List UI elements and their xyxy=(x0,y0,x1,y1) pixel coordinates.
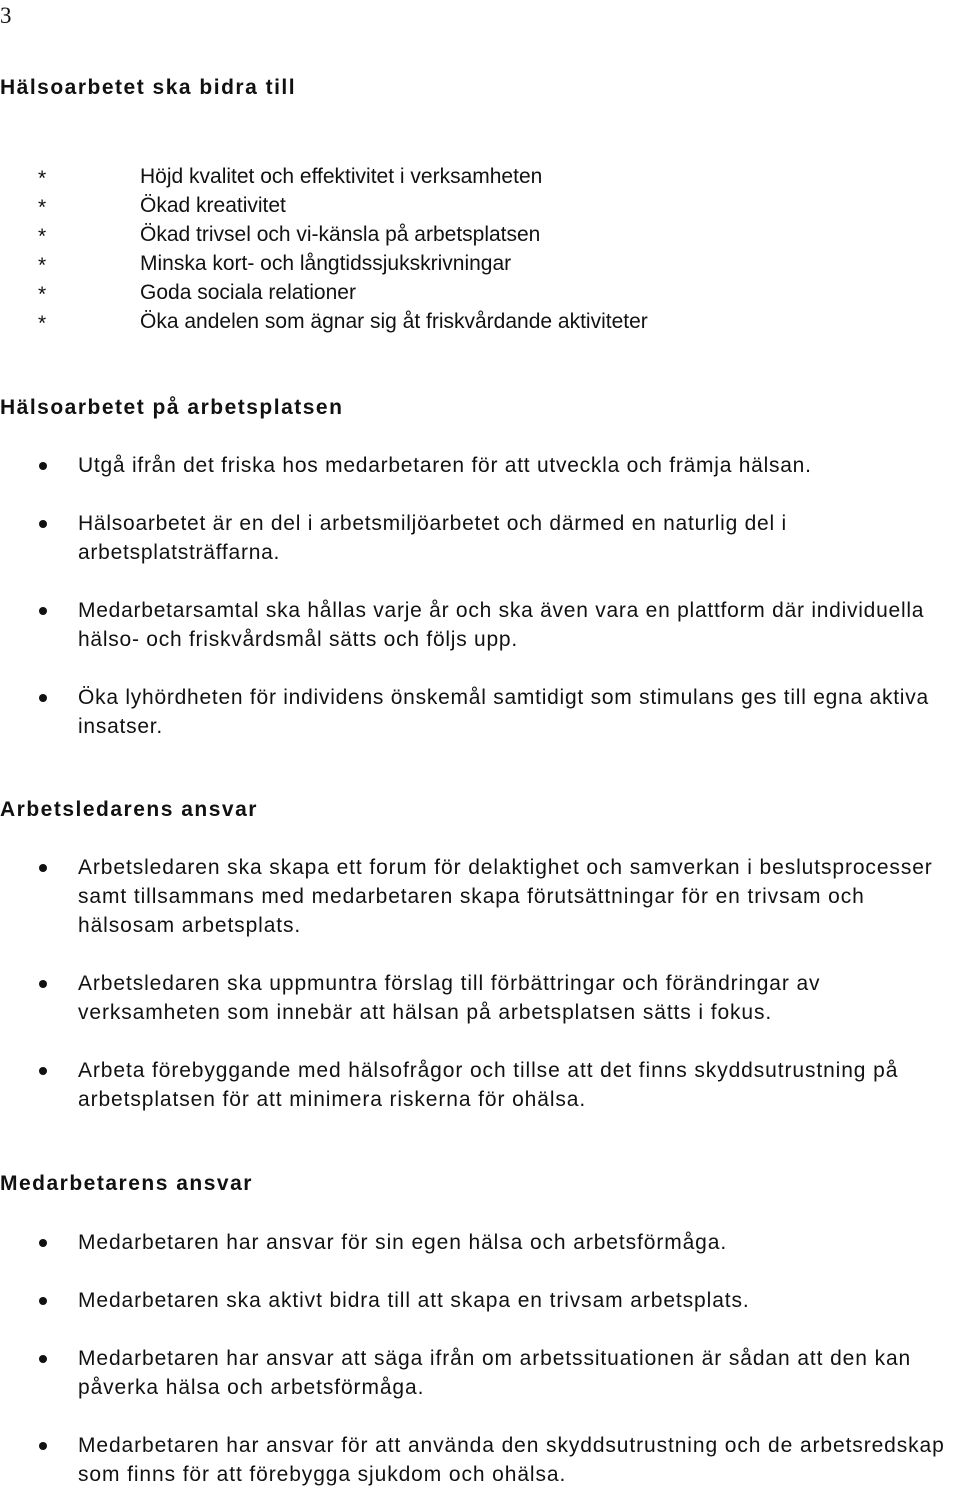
bullet-icon xyxy=(39,864,47,872)
bullet-icon xyxy=(39,1355,47,1363)
heading-manager-responsibility: Arbetsledarens ansvar xyxy=(0,798,258,821)
list-item-text: Höjd kvalitet och effektivitet i verksamheten xyxy=(140,165,543,188)
bullet-icon xyxy=(39,1239,47,1247)
list-item-text: Ökad trivsel och vi-känsla på arbetsplatsen xyxy=(140,223,541,246)
list-item-text: Utgå ifrån det friska hos medarbetaren för att utveckla och främja hälsan. xyxy=(78,454,812,477)
list-item xyxy=(0,509,960,567)
list-item-text: Medarbetaren har ansvar för att använda den skyddsutrustning och de arbetsredskap som finns för att förebygga sjukdom och ohälsa. xyxy=(78,1434,945,1486)
asterisk-marker: * xyxy=(38,225,47,248)
list-item xyxy=(0,1286,960,1315)
list-item xyxy=(0,596,960,654)
list-item-text: Arbeta förebyggande med hälsofrågor och tillse att det finns skyddsutrustning på arbetsplatsen för att minimera riskerna för ohälsa. xyxy=(78,1059,899,1111)
bullet-icon xyxy=(39,462,47,470)
list-item-text: Goda sociala relationer xyxy=(140,281,356,304)
heading-employee-responsibility: Medarbetarens ansvar xyxy=(0,1172,253,1195)
bullet-icon xyxy=(39,694,47,702)
heading-workplace-health: Hälsoarbetet på arbetsplatsen xyxy=(0,396,344,419)
manager-responsibility-list xyxy=(0,853,960,1114)
page-number: 3 xyxy=(0,3,12,28)
bullet-icon xyxy=(39,1297,47,1305)
heading-health-goals: Hälsoarbetet ska bidra till xyxy=(0,76,297,99)
asterisk-marker: * xyxy=(38,312,47,335)
list-item xyxy=(0,853,960,940)
list-item xyxy=(0,451,960,480)
asterisk-marker: * xyxy=(38,167,47,190)
list-item xyxy=(0,1056,960,1114)
list-item-text: Arbetsledaren ska uppmuntra förslag till förbättringar och förändringar av verksamheten som innebär att hälsan på arbetsplatsen sätts i fokus. xyxy=(78,972,821,1024)
list-item-text: Hälsoarbetet är en del i arbetsmiljöarbetet och därmed en naturlig del i arbetsplatsträffarna. xyxy=(78,512,787,564)
bullet-icon xyxy=(39,980,47,988)
list-item xyxy=(0,1431,960,1489)
list-item-text: Öka lyhördheten för individens önskemål samtidigt som stimulans ges till egna aktiva insatser. xyxy=(78,686,929,738)
bullet-icon xyxy=(39,1442,47,1450)
employee-responsibility-list xyxy=(0,1228,960,1489)
list-item-text: Medarbetaren ska aktivt bidra till att skapa en trivsam arbetsplats. xyxy=(78,1289,750,1312)
list-item xyxy=(0,1344,960,1402)
list-item xyxy=(0,969,960,1027)
list-item-text: Medarbetaren har ansvar att säga ifrån om arbetssituationen är sådan att den kan påverka hälsa och arbetsförmåga. xyxy=(78,1347,912,1399)
list-item-text: Arbetsledaren ska skapa ett forum för delaktighet och samverkan i beslutsprocesser samt tillsammans med medarbetaren skapa förutsättningar för en trivsam och hälsosam arbetsplats. xyxy=(78,856,933,937)
list-item xyxy=(0,1228,960,1257)
bullet-icon xyxy=(39,607,47,615)
asterisk-marker: * xyxy=(38,196,47,219)
list-item-text: Medarbetaren har ansvar för sin egen hälsa och arbetsförmåga. xyxy=(78,1231,728,1254)
bullet-icon xyxy=(39,520,47,528)
workplace-health-list xyxy=(0,451,960,741)
bullet-icon xyxy=(39,1067,47,1075)
list-item-text: Minska kort- och långtidssjukskrivningar xyxy=(140,252,512,275)
list-item-text: Medarbetarsamtal ska hållas varje år och ska även vara en plattform där individuella hälso- och friskvårdsmål sätts och följs upp. xyxy=(78,599,925,651)
asterisk-marker: * xyxy=(38,283,47,306)
asterisk-marker: * xyxy=(38,254,47,277)
list-item-text: Ökad kreativitet xyxy=(140,194,286,217)
list-item xyxy=(0,683,960,741)
list-item-text: Öka andelen som ägnar sig åt friskvårdande aktiviteter xyxy=(140,310,648,333)
